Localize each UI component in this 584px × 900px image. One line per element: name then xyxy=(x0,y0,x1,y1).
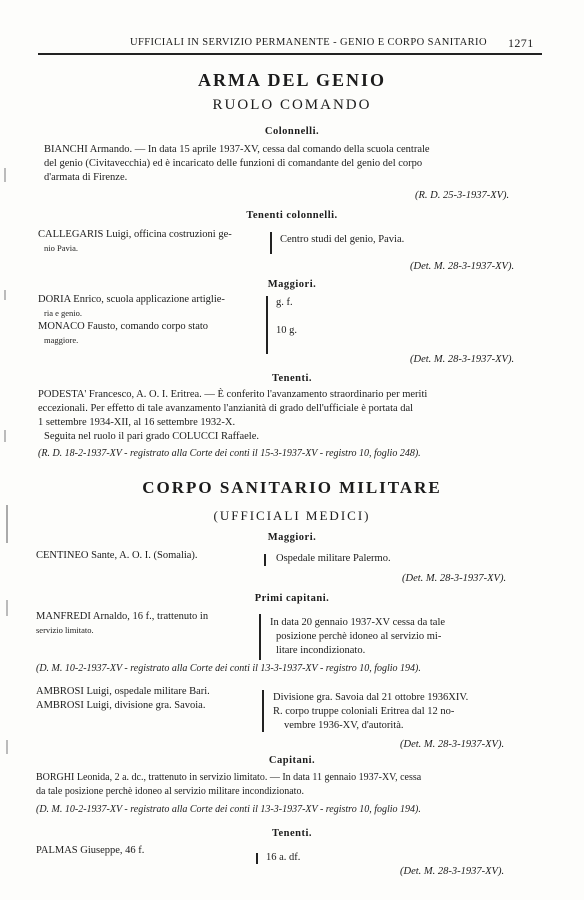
entry-left: MONACO Fausto, comando corpo stato xyxy=(38,321,209,332)
section-title-genio: ARMA DEL GENIO xyxy=(197,70,387,90)
heading-tenenti-genio: Tenenti. xyxy=(271,373,313,384)
heading-tenenti-sanitario: Tenenti. xyxy=(271,828,313,839)
entry-right: Centro studi del genio, Pavia. xyxy=(280,234,405,245)
entry-left: PALMAS Giuseppe, 46 f. xyxy=(36,845,145,856)
entry-left: maggiore. xyxy=(44,335,79,345)
header-rule xyxy=(38,53,542,55)
entry-left: CALLEGARIS Luigi, officina costruzioni ge- xyxy=(38,229,232,240)
column-separator xyxy=(264,554,266,566)
section-subtitle-medici: (UFFICIALI MEDICI) xyxy=(213,508,371,523)
heading-tenenti-colonnelli: Tenenti colonnelli. xyxy=(246,210,338,221)
margin-mark xyxy=(6,740,8,754)
column-separator xyxy=(266,296,268,354)
entry-right: 10 g. xyxy=(276,325,297,336)
column-separator xyxy=(259,614,261,660)
text-line: eccezionali. Per effetto di tale avanzamento l'anzianità di grado dell'ufficiale è portata dal xyxy=(38,403,414,414)
entry-right: litare incondizionato. xyxy=(276,645,366,656)
text-line: BIANCHI Armando. — In data 15 aprile 1937-XV, cessa dal comando della scuola centrale xyxy=(44,144,430,155)
decree-ref: (Det. M. 28-3-1937-XV). xyxy=(410,354,515,365)
entry-right: g. f. xyxy=(276,297,293,308)
margin-mark xyxy=(4,168,6,182)
section-title-sanitario: CORPO SANITARIO MILITARE xyxy=(142,478,442,497)
decree-ref: (Det. M. 28-3-1937-XV). xyxy=(400,739,505,750)
entry-left: AMBROSI Luigi, ospedale militare Bari. xyxy=(36,686,210,697)
page-number: 1271 xyxy=(508,36,534,50)
decree-ref: (D. M. 10-2-1937-XV - registrato alla Corte dei conti il 13-3-1937-XV - registro 10, foglio 194). xyxy=(36,663,421,674)
decree-ref: (Det. M. 28-3-1937-XV). xyxy=(402,573,507,584)
column-separator xyxy=(262,690,264,732)
entry-left: nio Pavia. xyxy=(44,243,78,253)
heading-primi-capitani: Primi capitani. xyxy=(254,593,330,604)
entry-left: AMBROSI Luigi, divisione gra. Savoia. xyxy=(36,700,206,711)
entry-right: R. corpo truppe coloniali Eritrea dal 12 no- xyxy=(273,706,455,717)
decree-ref: (Det. M. 28-3-1937-XV). xyxy=(410,261,515,272)
section-subtitle-ruolo: RUOLO COMANDO xyxy=(212,97,372,113)
text-line: BORGHI Leonida, 2 a. dc., trattenuto in servizio limitato. — In data 11 gennaio 1937-XV, cessa xyxy=(36,772,422,783)
entry-left: DORIA Enrico, scuola applicazione artiglie- xyxy=(38,294,225,305)
entry-left: CENTINEO Sante, A. O. I. (Somalia). xyxy=(36,550,198,561)
entry-right: Divisione gra. Savoia dal 21 ottobre 1936XIV. xyxy=(273,692,469,703)
text-line: Seguita nel ruolo il pari grado COLUCCI Raffaele. xyxy=(44,431,260,442)
entry-right: In data 20 gennaio 1937-XV cessa da tale xyxy=(270,617,446,628)
margin-mark xyxy=(4,430,6,442)
column-separator xyxy=(270,232,272,254)
text-line: 1 settembre 1934-XII, al 16 settembre 1932-X. xyxy=(38,417,236,428)
running-header: UFFICIALI IN SERVIZIO PERMANENTE - GENIO E CORPO SANITARIO xyxy=(130,37,487,48)
text-line: da tale posizione perchè idoneo al servizio militare incondizionato. xyxy=(36,786,304,797)
entry-right: posizione perchè idoneo al servizio mi- xyxy=(276,631,442,642)
heading-maggiori-sanitario: Maggiori. xyxy=(267,532,317,543)
margin-mark xyxy=(6,505,8,543)
text-line: d'armata di Firenze. xyxy=(44,172,128,183)
entry-left: ria e genio. xyxy=(44,308,82,318)
text-line: del genio (Civitavecchia) ed è incaricato delle funzioni di comandante del genio del corpo xyxy=(44,158,423,169)
column-separator xyxy=(256,853,258,864)
entry-right: vembre 1936-XV, d'autorità. xyxy=(284,720,404,731)
heading-capitani: Capitani. xyxy=(268,755,316,766)
decree-ref: (R. D. 18-2-1937-XV - registrato alla Corte dei conti il 15-3-1937-XV - registro 10, foglio 248). xyxy=(38,448,421,459)
entry-left: servizio limitato. xyxy=(36,625,94,635)
margin-mark xyxy=(6,600,8,616)
decree-ref: (R. D. 25-3-1937-XV). xyxy=(415,190,510,201)
heading-colonnelli: Colonnelli. xyxy=(264,126,320,137)
entry-right: Ospedale militare Palermo. xyxy=(276,553,391,564)
decree-ref: (Det. M. 28-3-1937-XV). xyxy=(400,866,505,877)
decree-ref: (D. M. 10-2-1937-XV - registrato alla Corte dei conti il 13-3-1937-XV - registro 10, foglio 194). xyxy=(36,804,421,815)
heading-maggiori-genio: Maggiori. xyxy=(267,279,317,290)
text-line: PODESTA' Francesco, A. O. I. Eritrea. — È conferito l'avanzamento straordinario per meriti xyxy=(38,389,428,400)
margin-mark xyxy=(4,290,6,300)
entry-right: 16 a. df. xyxy=(266,852,301,863)
entry-left: MANFREDI Arnaldo, 16 f., trattenuto in xyxy=(36,611,209,622)
